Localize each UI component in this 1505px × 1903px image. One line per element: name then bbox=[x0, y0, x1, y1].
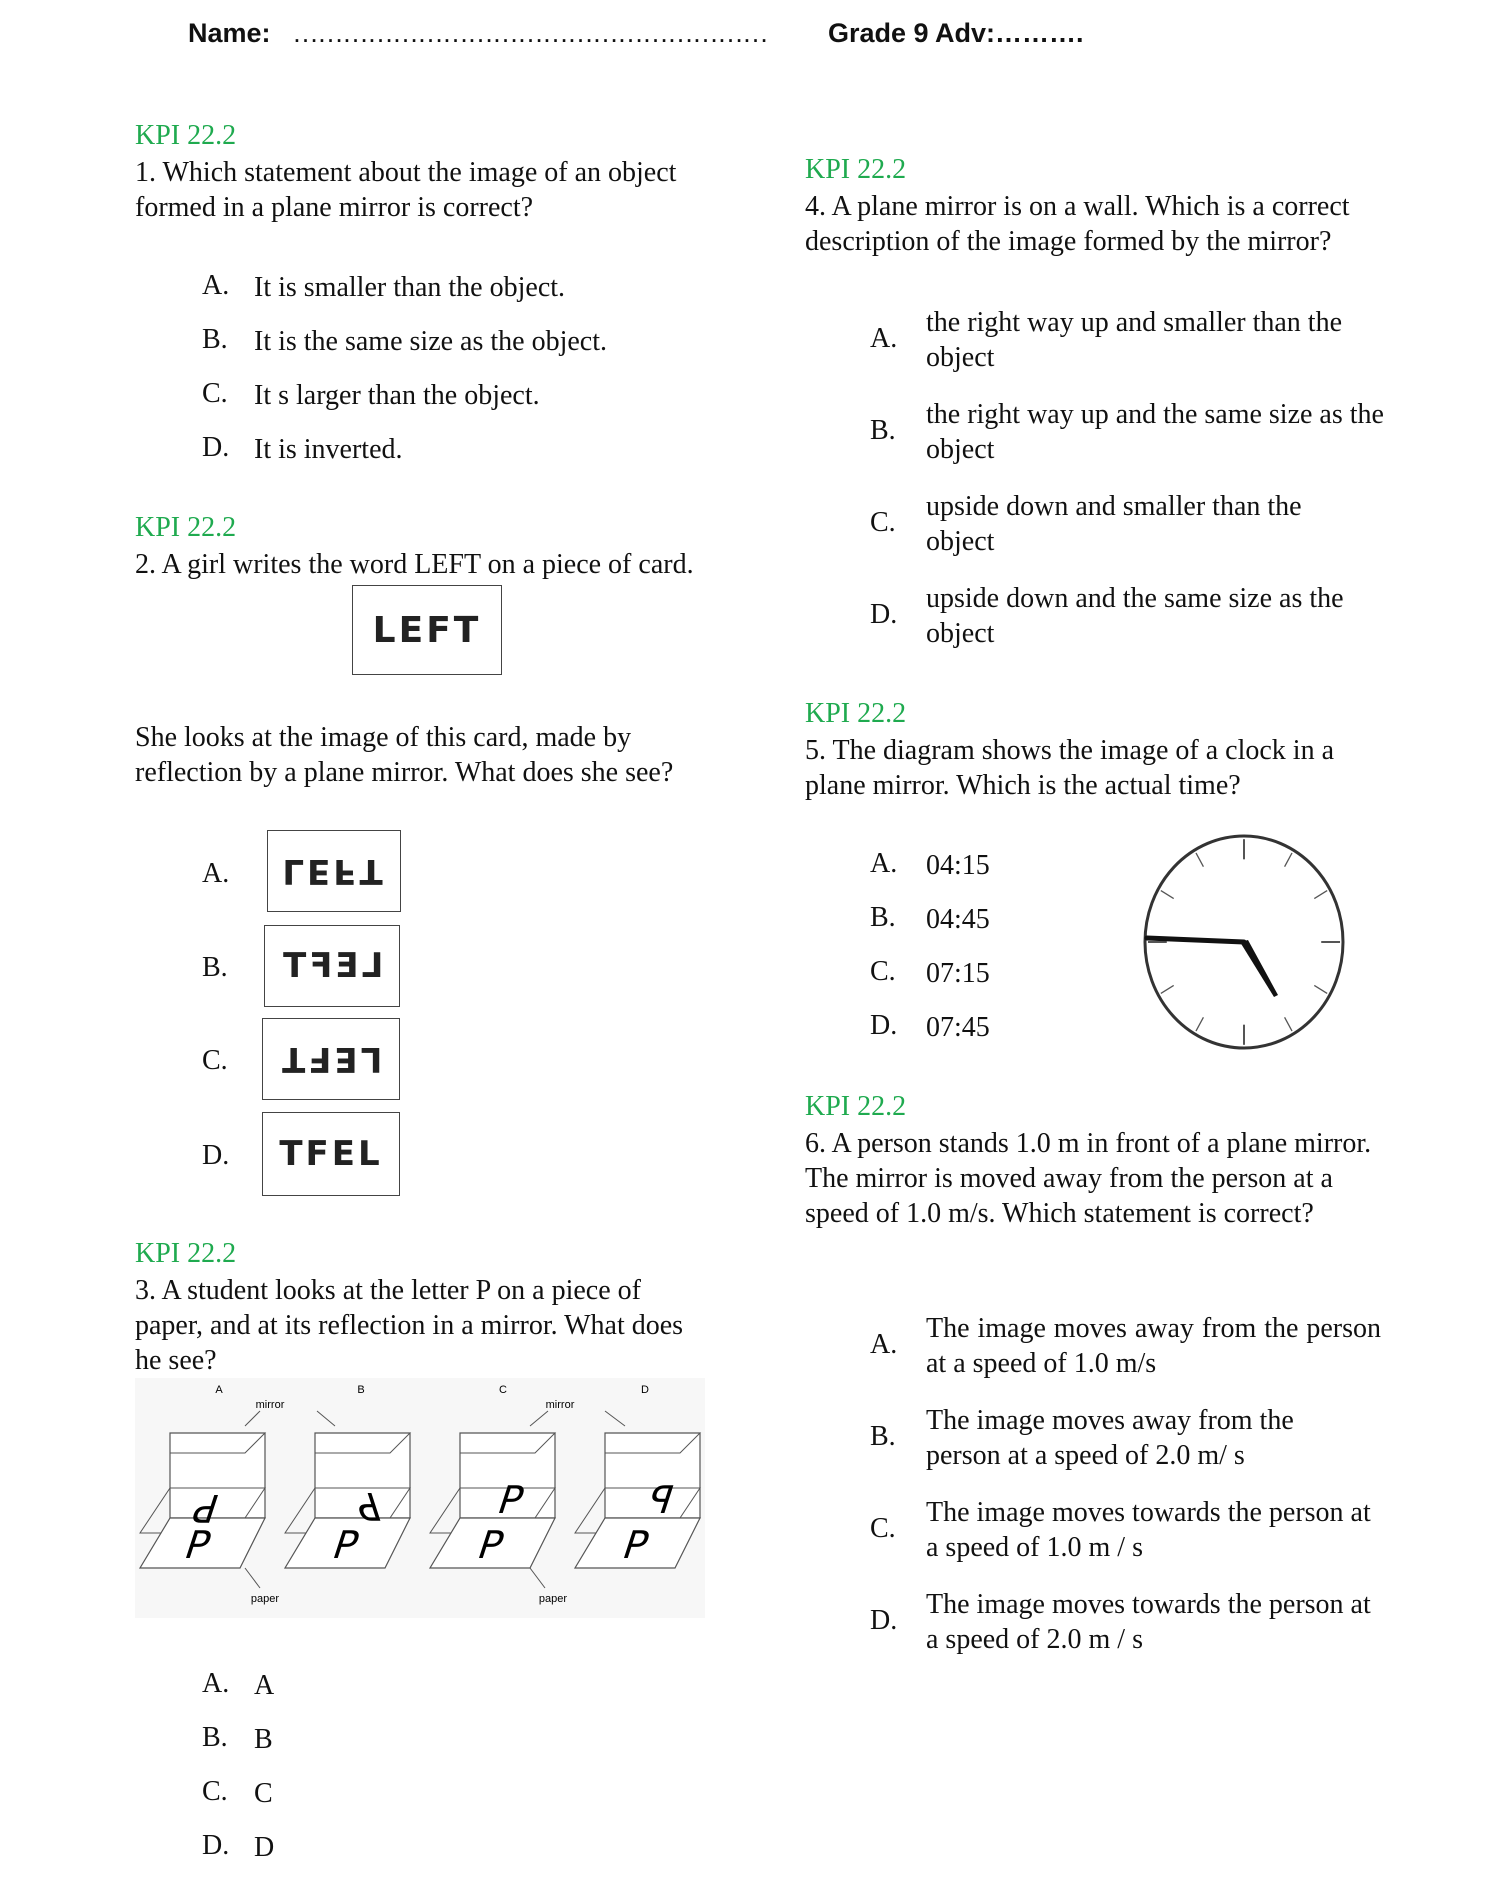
option-text: The image moves away from the person at a speed of 2.0 m/ s bbox=[926, 1405, 1294, 1471]
option-letter: B. bbox=[202, 952, 228, 983]
left-card: LEFT bbox=[352, 585, 502, 675]
option-letter: A. bbox=[870, 848, 898, 879]
diagram-label-a: A bbox=[215, 1384, 223, 1396]
option-text: 04:45 bbox=[926, 904, 990, 935]
q2-text: 2. A girl writes the word LEFT on a piece of card. bbox=[135, 549, 694, 580]
option-text: The image moves towards the person at a speed of 1.0 m / s bbox=[926, 1497, 1371, 1563]
card-upside-down: LEFT bbox=[267, 830, 401, 912]
q2-kpi: KPI 22.2 bbox=[135, 512, 237, 543]
option-letter: B. bbox=[870, 415, 896, 446]
option-text: 04:15 bbox=[926, 850, 990, 881]
option-letter: C. bbox=[870, 1513, 896, 1544]
option-letter: B. bbox=[202, 324, 228, 355]
option-letter: C. bbox=[870, 956, 896, 987]
option-letter: D. bbox=[202, 1830, 230, 1861]
svg-text:P: P bbox=[327, 1524, 365, 1568]
option-text: the right way up and the same size as the object bbox=[926, 399, 1384, 465]
paper-label-1: paper bbox=[250, 1593, 280, 1605]
mirror-clock bbox=[1140, 830, 1350, 1050]
option-text: 07:45 bbox=[926, 1012, 990, 1043]
option-text: It is the same size as the object. bbox=[254, 326, 607, 357]
svg-text:P: P bbox=[349, 1483, 387, 1527]
option-letter: B. bbox=[870, 1421, 896, 1452]
name-label: Name: bbox=[188, 18, 271, 48]
diagram-label-c: C bbox=[499, 1384, 507, 1396]
option-text: B bbox=[254, 1724, 273, 1755]
name-blank[interactable]: ………………………………………………… bbox=[292, 18, 767, 48]
q3-text: 3. A student looks at the letter P on a piece of paper, and at its reflection in a mirror. What does he see? bbox=[135, 1275, 684, 1376]
mirror-label-1: mirror bbox=[255, 1399, 285, 1411]
option-text: the right way up and smaller than the object bbox=[926, 307, 1342, 373]
option-text: It is inverted. bbox=[254, 434, 403, 465]
q1-text: 1. Which statement about the image of an object formed in a plane mirror is correct? bbox=[135, 157, 677, 223]
q3-kpi: KPI 22.2 bbox=[135, 1238, 237, 1269]
q5-text: 5. The diagram shows the image of a clock in a plane mirror. Which is the actual time? bbox=[805, 735, 1334, 801]
mirror-letter-diagram bbox=[135, 1378, 705, 1618]
option-text: A bbox=[254, 1670, 275, 1701]
option-text: upside down and smaller than the object bbox=[926, 491, 1302, 557]
option-letter: A. bbox=[870, 323, 898, 354]
option-letter: A. bbox=[202, 270, 230, 301]
option-letter: D. bbox=[870, 1605, 898, 1636]
option-text: The image moves away from the person at a speed of 1.0 m/s bbox=[926, 1313, 1381, 1379]
option-text: C bbox=[254, 1778, 273, 1809]
option-letter: D. bbox=[202, 1140, 230, 1171]
svg-text:P: P bbox=[617, 1524, 655, 1568]
option-letter: B. bbox=[870, 902, 896, 933]
svg-text:P: P bbox=[179, 1524, 217, 1568]
q4-kpi: KPI 22.2 bbox=[805, 154, 907, 185]
option-letter: C. bbox=[202, 378, 228, 409]
card-mirrored: LEFT bbox=[264, 925, 400, 1007]
option-text: It is smaller than the object. bbox=[254, 272, 566, 303]
option-letter: A. bbox=[202, 1668, 230, 1699]
q4-text: 4. A plane mirror is on a wall. Which is a correct description of the image formed by the mirror? bbox=[805, 191, 1350, 257]
option-letter: A. bbox=[870, 1329, 898, 1360]
option-letter: C. bbox=[202, 1776, 228, 1807]
q6-text: 6. A person stands 1.0 m in front of a plane mirror. The mirror is moved away from the person at a speed of 1.0 m/s. Which statement is correct? bbox=[805, 1128, 1372, 1229]
option-text: It s larger than the object. bbox=[254, 380, 540, 411]
q1-kpi: KPI 22.2 bbox=[135, 120, 237, 151]
card-reversed-word: TFEL bbox=[262, 1112, 400, 1196]
paper-label-2: paper bbox=[538, 1593, 568, 1605]
option-letter: B. bbox=[202, 1722, 228, 1753]
mirror-label-2: mirror bbox=[545, 1399, 575, 1411]
svg-text:P: P bbox=[472, 1524, 510, 1568]
option-letter: C. bbox=[202, 1045, 228, 1076]
option-text: The image moves towards the person at a speed of 2.0 m / s bbox=[926, 1589, 1371, 1655]
diagram-label-b: B bbox=[357, 1384, 365, 1396]
option-letter: A. bbox=[202, 858, 230, 889]
option-text: 07:15 bbox=[926, 958, 990, 989]
option-text: D bbox=[254, 1832, 275, 1863]
option-letter: D. bbox=[870, 599, 898, 630]
svg-text:P: P bbox=[642, 1479, 680, 1523]
svg-text:P: P bbox=[492, 1479, 530, 1523]
option-letter: D. bbox=[870, 1010, 898, 1041]
option-text: upside down and the same size as the object bbox=[926, 583, 1344, 649]
q2-text-2: She looks at the image of this card, made by reflection by a plane mirror. What does she see? bbox=[135, 722, 674, 788]
svg-text:P: P bbox=[187, 1485, 225, 1529]
diagram-label-d: D bbox=[641, 1384, 649, 1396]
option-letter: D. bbox=[202, 432, 230, 463]
q5-kpi: KPI 22.2 bbox=[805, 698, 907, 729]
card-rotated: LEFT bbox=[262, 1018, 400, 1100]
q6-kpi: KPI 22.2 bbox=[805, 1091, 907, 1122]
grade-label[interactable]: Grade 9 Adv:………. bbox=[828, 18, 1084, 48]
option-letter: C. bbox=[870, 507, 896, 538]
